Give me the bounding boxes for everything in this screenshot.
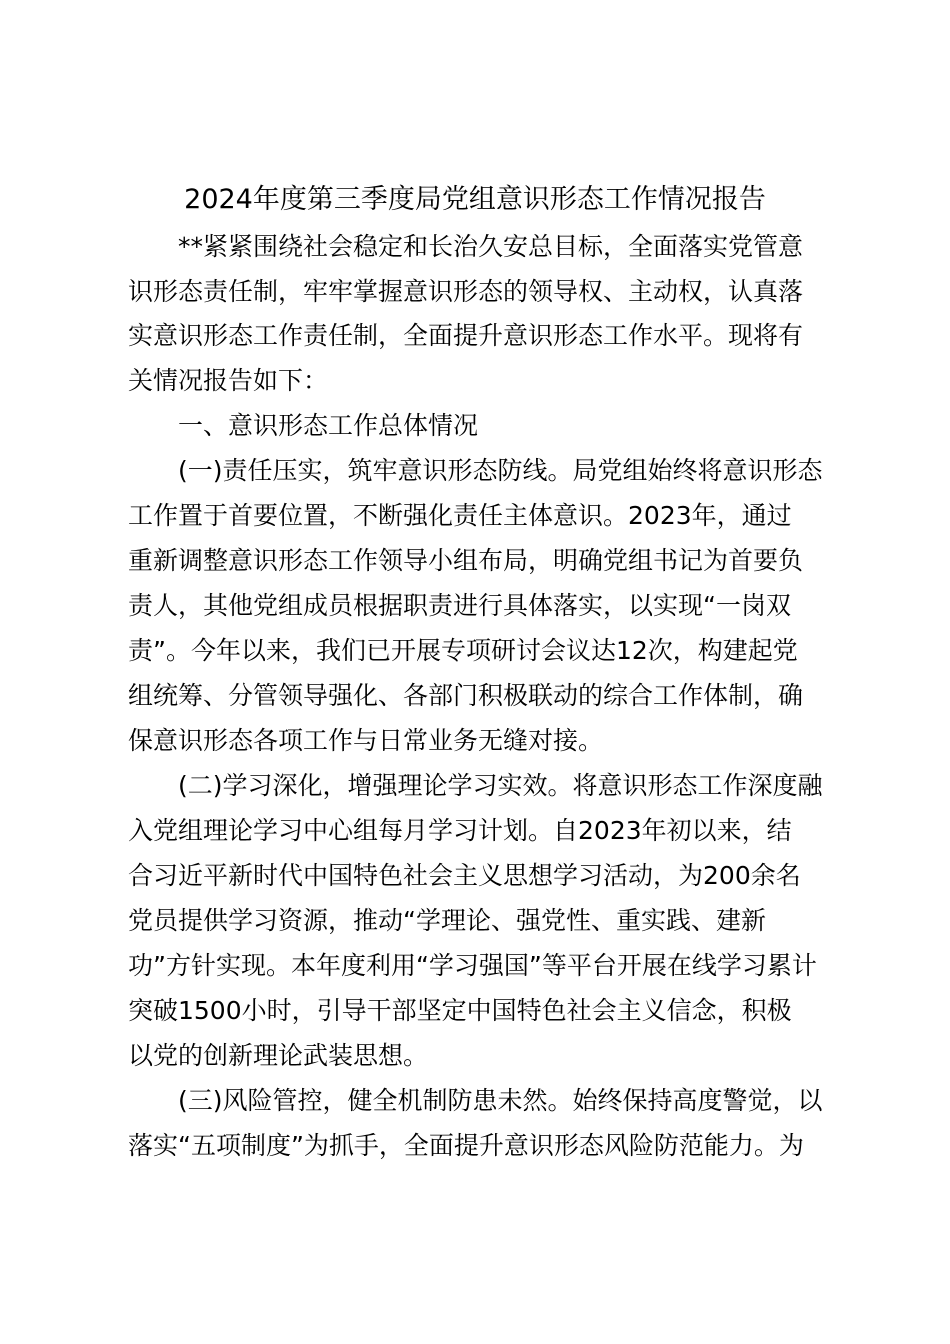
text-line: 识形态责任制，牢牢掌握意识形态的领导权、主动权，认真落 [128,277,804,306]
text-line: 重新调整意识形态工作领导小组布局，明确党组书记为首要负 [128,546,804,575]
text-line: 落实“五项制度”为抓手，全面提升意识形态风险防范能力。为 [128,1131,804,1160]
text-line: 工作置于首要位置，不断强化责任主体意识。2023年，通过 [128,501,792,530]
document-title: 2024年度第三季度局党组意识形态工作情况报告 [184,184,766,215]
text-line: 以党的创新理论武装思想。 [128,1041,429,1070]
text-line: 责”。今年以来，我们已开展专项研讨会议达12次，构建起党 [128,636,798,665]
text-line: 突破1500小时，引导干部坚定中国特色社会主义信念，积极 [128,996,792,1025]
text-line: 实意识形态工作责任制，全面提升意识形态工作水平。现将有 [128,321,804,350]
text-line: 责人，其他党组成员根据职责进行具体落实，以实现“一岗双 [128,591,791,620]
text-line: 组统筹、分管领导强化、各部门积极联动的综合工作体制，确 [128,681,804,710]
text-line: (一)责任压实，筑牢意识形态防线。局党组始终将意识形态 [178,456,823,485]
text-line: 入党组理论学习中心组每月学习计划。自2023年初以来，结 [128,816,792,845]
text-line: 保意识形态各项工作与日常业务无缝对接。 [128,726,604,755]
text-line: 关情况报告如下： [128,366,329,395]
text-line: **紧紧围绕社会稳定和长治久安总目标，全面落实党管意 [178,232,804,261]
text-line: 党员提供学习资源，推动“学理论、强党性、重实践、建新 [128,906,766,935]
text-line: 功”方针实现。本年度利用“学习强国”等平台开展在线学习累计 [128,951,817,980]
text-line: 合习近平新时代中国特色社会主义思想学习活动，为200余名 [128,861,801,890]
text-line: (三)风险管控，健全机制防患未然。始终保持高度警觉，以 [178,1086,823,1115]
section-heading: 一、意识形态工作总体情况 [178,411,479,440]
text-line: (二)学习深化，增强理论学习实效。将意识形态工作深度融 [178,771,823,800]
